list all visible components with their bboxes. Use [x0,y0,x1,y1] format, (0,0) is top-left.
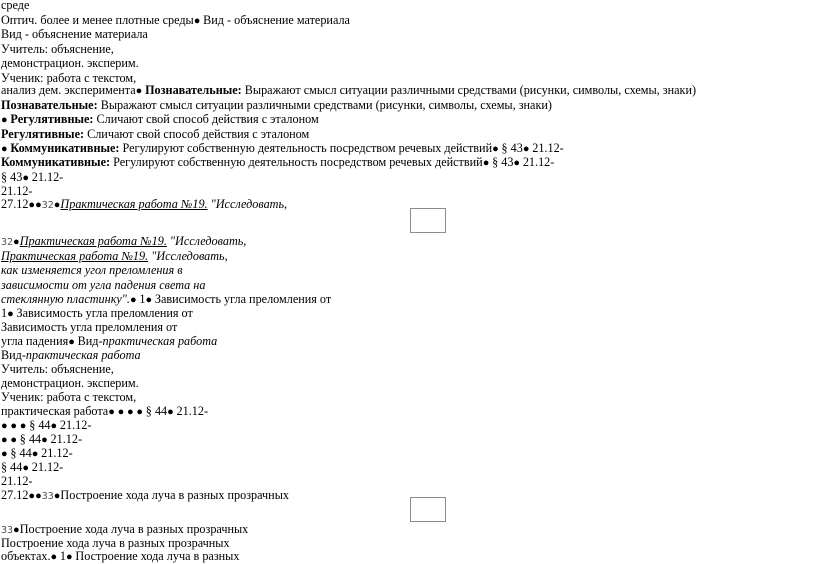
bold-label: Регулятивные: [1,127,85,141]
text-span: 21.12- [1,474,33,488]
text-line [1,141,564,156]
bullet-icon: ● [193,15,204,27]
text-line [1,460,63,475]
text-line [1,334,217,349]
text-span: Оптич. более и менее плотные среды [1,13,194,27]
text-span: как изменяется угол преломления в [1,263,183,277]
bullet-icon: ● [7,308,17,320]
text-line [1,306,193,321]
text-span: Построение хода луча в разных прозрачных [60,488,289,502]
text-span: "Исследовать, [207,197,288,211]
text-span: Ученик: работа с текстом, [1,390,137,404]
text-span: 21.12- [50,432,83,446]
text-line [1,27,148,41]
text-span: Вид- [1,348,26,362]
text-span: практическая работа [1,404,109,418]
text-line [1,155,554,170]
bullet-icon: ● [1,114,11,126]
text-span: Сличают свой способ действия с эталоном [93,112,319,126]
text-line [1,549,239,564]
item-number: 32 [41,200,54,211]
text-span: Учитель: объяснение, [1,42,114,56]
text-line [1,234,246,250]
text-span: среде [1,0,30,12]
bullet-icon: ● [22,462,32,474]
bullet-icon: ● [68,336,78,348]
text-span: § 44 [10,446,32,460]
text-span: демонстрацион. эксперим. [1,376,139,390]
text-line [1,13,350,28]
text-line [1,432,82,447]
bullet-icon: ● [50,551,60,563]
item-number: 33 [41,491,54,502]
bullet-icon: ● [522,143,533,155]
text-span: 21.12- [41,446,73,460]
bold-label: Познавательные: [145,83,242,97]
text-span: Зависимость угла преломления от [16,306,193,320]
text-span: § 43 [1,170,23,184]
text-span: Практическая работа №19. [1,249,149,263]
text-span: демонстрацион. эксперим. [1,56,139,70]
text-span: 21.12- [176,404,209,418]
text-line [1,263,183,277]
text-span: угла падения [1,334,69,348]
text-span: анализ дем. эксперимента [1,83,136,97]
bullet-icon: ● [482,157,493,169]
text-line [1,362,114,376]
bullet-icon: ● [22,172,32,184]
text-span: Построение хода луча в разных прозрачных [1,536,230,550]
bullet-icon: ● [13,236,20,248]
bullet-icon: ● [135,85,146,97]
text-line [1,170,63,185]
bullet-icon: ●● [28,199,42,211]
text-span: 21.12- [31,170,64,184]
text-span: Регулируют собственную деятельность посредством речевых действий [119,141,493,155]
text-span: 1 [139,292,146,306]
text-line [1,348,141,362]
text-span: Вид- [77,334,103,348]
bullet-icon: ● [66,551,76,563]
bold-label: Регулятивные: [10,112,94,126]
bold-label: Познавательные: [1,98,98,112]
bullet-icon: ● [1,143,11,155]
text-span: 21.12- [1,184,33,198]
text-span: Зависимость угла преломления от [1,320,178,334]
text-span: 21.12- [31,460,64,474]
text-span: "Исследовать, [148,249,228,263]
text-span: Ученик: работа с текстом, [1,71,137,85]
bullet-icon: ● [53,490,61,502]
text-span: Учитель: объяснение, [1,362,114,376]
text-line [1,42,114,56]
text-line [1,418,91,433]
text-span: Вид - объяснение материала [1,27,148,41]
text-span: 1 [1,306,8,320]
bullet-icon: ● [53,199,61,211]
text-line [1,536,230,550]
text-line [1,112,319,127]
bullet-icon: ● [492,143,502,155]
text-span: § 44 [145,404,168,418]
bullet-icon: ● [513,157,523,169]
text-line [1,446,73,461]
text-span: Выражают смысл ситуации различными средствами (рисунки, символы, схемы, знаки) [241,83,697,97]
text-span: 27.12 [1,197,29,211]
text-span: 21.12- [59,418,92,432]
text-span: § 44 [1,460,23,474]
text-span: практическая работа [25,348,141,362]
bullet-icon: ● [167,406,177,418]
bullet-icon: ● [31,448,42,460]
bullet-icon: ● [50,420,60,432]
text-line [1,474,32,488]
text-line [1,376,139,390]
text-line [1,83,696,98]
text-span: зависимости от угла падения света на [1,278,206,292]
text-span: § 43 [492,155,514,169]
text-span: § 44 [19,432,42,446]
text-span: 21.12- [532,141,564,155]
text-line [1,127,309,141]
text-line [1,197,287,213]
text-span: Зависимость угла преломления от [154,292,332,306]
text-line [1,488,289,504]
bullet-icon: ● ● [1,434,20,446]
text-span: 21.12- [522,155,555,169]
bold-label: Коммуникативные: [10,141,120,155]
text-span: Построение хода луча в разных прозрачных [19,522,249,536]
bullet-icon: ● ● ● [1,420,30,432]
text-line [1,0,29,12]
text-span: Построение хода луча в разных [75,549,240,563]
text-line [1,320,177,334]
bullet-icon: ●● [28,490,42,502]
text-span: практическая работа [102,334,218,348]
text-line [1,404,208,419]
image-placeholder-box [410,497,446,522]
text-line [1,390,136,404]
bullet-icon: ● [13,524,20,536]
text-span: объектах. [1,549,51,563]
image-placeholder-box [410,208,446,233]
text-span: § 43 [501,141,523,155]
text-line [1,249,228,263]
bullet-icon: ● [1,448,11,460]
text-line [1,184,32,198]
bullet-icon: ● [129,294,140,306]
bullet-icon: ● [41,434,51,446]
text-line [1,56,139,70]
item-number: 32 [1,237,14,248]
text-span: Практическая работа №19. [19,234,167,248]
text-span: § 44 [29,418,51,432]
text-span: Регулируют собственную деятельность посредством речевых действий [110,155,483,169]
bullet-icon: ● ● ● ● [108,406,146,418]
bullet-icon: ● [145,294,155,306]
text-span: Выражают смысл ситуации различными средствами (рисунки, символы, схемы, знаки) [97,98,552,112]
text-span: Вид - объяснение материала [203,13,350,27]
text-line [1,292,331,307]
item-number: 33 [1,525,14,536]
text-line [1,278,205,292]
text-span: стеклянную пластинку". [1,292,130,306]
text-span: "Исследовать, [166,234,247,248]
text-span: Практическая работа №19. [60,197,208,211]
text-span: 1 [59,549,66,563]
text-span: 27.12 [1,488,29,502]
text-span: Сличают свой способ действия с эталоном [84,127,310,141]
text-line [1,98,552,112]
bold-label: Коммуникативные: [1,155,111,169]
